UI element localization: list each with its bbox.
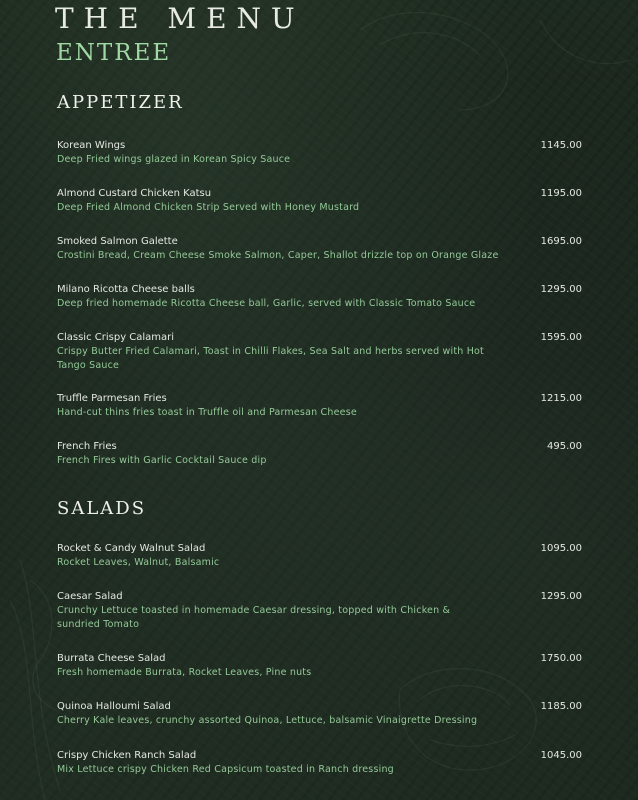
item-description: French Fires with Garlic Cocktail Sauce dip bbox=[57, 455, 267, 466]
item-price: 1295.00 bbox=[540, 591, 582, 602]
item-price: 1595.00 bbox=[540, 332, 582, 343]
item-price: 1750.00 bbox=[540, 653, 582, 664]
menu-title: THE MENU bbox=[55, 2, 305, 35]
item-description: Deep Fried wings glazed in Korean Spicy Sauce bbox=[57, 154, 291, 165]
item-description: Crispy Butter Fried Calamari, Toast in Chilli Flakes, Sea Salt and herbs served with Hot Tango Sauce bbox=[57, 346, 484, 371]
item-name: French Fries bbox=[57, 441, 117, 452]
item-name: Milano Ricotta Cheese balls bbox=[57, 284, 195, 295]
menu-item bbox=[57, 187, 585, 215]
item-price: 1215.00 bbox=[540, 393, 582, 404]
item-name: Smoked Salmon Galette bbox=[57, 236, 178, 247]
item-description: Crunchy Lettuce toasted in homemade Caesar dressing, topped with Chicken & sundried Tomato bbox=[57, 605, 451, 630]
item-price: 1045.00 bbox=[540, 750, 582, 761]
menu-item bbox=[57, 652, 585, 680]
item-description: Fresh homemade Burrata, Rocket Leaves, Pine nuts bbox=[57, 667, 312, 678]
item-price: 1295.00 bbox=[540, 284, 582, 295]
menu-item bbox=[57, 542, 585, 570]
item-name: Truffle Parmesan Fries bbox=[57, 393, 167, 404]
item-price: 1095.00 bbox=[540, 543, 582, 554]
menu-item bbox=[57, 590, 585, 632]
item-price: 1195.00 bbox=[540, 188, 582, 199]
item-description: Crostini Bread, Cream Cheese Smoke Salmon, Caper, Shallot drizzle top on Orange Glaze bbox=[57, 250, 499, 261]
menu-item bbox=[57, 440, 585, 468]
item-price: 1185.00 bbox=[540, 701, 582, 712]
item-name: Rocket & Candy Walnut Salad bbox=[57, 543, 206, 554]
menu-item bbox=[57, 700, 585, 728]
menu-item bbox=[57, 749, 585, 777]
section-title-appetizer: APPETIZER bbox=[57, 92, 184, 113]
section-title-salads: SALADS bbox=[57, 498, 147, 519]
menu-item bbox=[57, 331, 585, 373]
item-description: Deep fried homemade Ricotta Cheese ball, Garlic, served with Classic Tomato Sauce bbox=[57, 298, 476, 309]
item-description: Deep Fried Almond Chicken Strip Served with Honey Mustard bbox=[57, 202, 360, 213]
item-name: Korean Wings bbox=[57, 140, 126, 151]
item-price: 1695.00 bbox=[540, 236, 582, 247]
item-name: Classic Crispy Calamari bbox=[57, 332, 175, 343]
menu-item bbox=[57, 139, 585, 167]
item-description: Cherry Kale leaves, crunchy assorted Quinoa, Lettuce, balsamic Vinaigrette Dressing bbox=[57, 715, 478, 726]
item-name: Almond Custard Chicken Katsu bbox=[57, 188, 212, 199]
item-price: 495.00 bbox=[547, 441, 582, 452]
item-price: 1145.00 bbox=[540, 140, 582, 151]
item-description: Hand-cut thins fries toast in Truffle oil and Parmesan Cheese bbox=[57, 407, 357, 418]
menu-item bbox=[57, 392, 585, 420]
menu-subtitle: ENTREE bbox=[56, 40, 172, 66]
item-name: Burrata Cheese Salad bbox=[57, 653, 166, 664]
item-name: Quinoa Halloumi Salad bbox=[57, 701, 171, 712]
item-description: Mix Lettuce crispy Chicken Red Capsicum toasted in Ranch dressing bbox=[57, 764, 394, 775]
menu-item bbox=[57, 235, 585, 263]
item-name: Crispy Chicken Ranch Salad bbox=[57, 750, 197, 761]
item-name: Caesar Salad bbox=[57, 591, 123, 602]
item-description: Rocket Leaves, Walnut, Balsamic bbox=[57, 557, 220, 568]
menu-item bbox=[57, 283, 585, 311]
